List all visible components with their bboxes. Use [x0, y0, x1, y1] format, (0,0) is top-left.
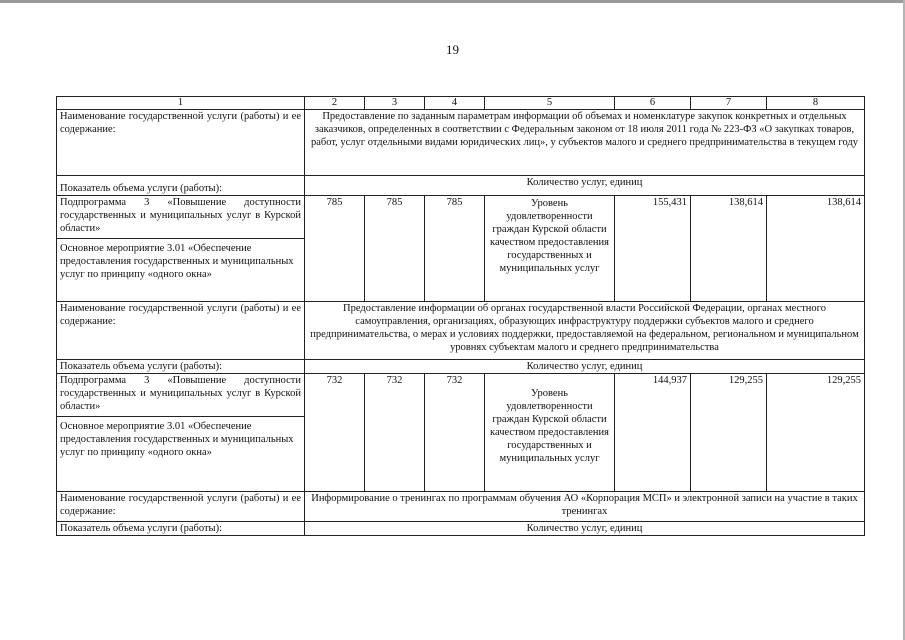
indicator-row	[57, 522, 865, 536]
page-number: 19	[446, 42, 459, 57]
subprogram-text: Подпрограмма 3 «Повышение доступности государственных и муниципальных услуг в Курской области»	[57, 374, 304, 417]
header-cell-4: 4	[425, 97, 485, 110]
indicator-value: Количество услуг, единиц	[305, 522, 865, 536]
header-cell-2: 2	[305, 97, 365, 110]
value-col6: 155,431	[615, 196, 691, 302]
value-col7: 138,614	[691, 196, 767, 302]
value-col4: 785	[425, 196, 485, 302]
value-col2: 732	[305, 374, 365, 492]
service-name-row	[57, 302, 865, 360]
indicator-row	[57, 360, 865, 374]
header-cell-5: 5	[485, 97, 615, 110]
header-cell-3: 3	[365, 97, 425, 110]
indicator-row	[57, 176, 865, 196]
data-row	[57, 196, 865, 302]
main-event-text: Основное мероприятие 3.01 «Обеспечение предоставления государственных и муниципальных услуг по принципу «одного окна»	[60, 243, 294, 280]
header-cell-7: 7	[691, 97, 767, 110]
indicator-description: Уровень удовлетворенности граждан Курской области качеством предоставления государственных и муниципальных услуг	[485, 196, 615, 302]
main-event-text: Основное мероприятие 3.01 «Обеспечение предоставления государственных и муниципальных услуг по принципу «одного окна»	[60, 421, 294, 458]
program-cell	[57, 374, 305, 492]
indicator-label: Показатель объема услуги (работы):	[57, 360, 305, 374]
service-name-label: Наименование государственной услуги (работы) и ее содержание:	[57, 110, 305, 176]
header-row	[57, 97, 865, 110]
service-description: Предоставление информации об органах государственной власти Российской Федерации, органах местного самоуправления, организациях, образующих инфраструктуру поддержки субъектов малого и среднего предпринимательства, о мерах и условиях поддержки, предоставляемой на федеральном, региональном и муниципальном уровнях субъектам малого и среднего предпринимательства	[305, 302, 865, 360]
indicator-description: Уровень удовлетворенности граждан Курской области качеством предоставления государственных и муниципальных услуг	[485, 374, 615, 492]
program-cell	[57, 196, 305, 302]
subprogram-text: Подпрограмма 3 «Повышение доступности государственных и муниципальных услуг в Курской области»	[57, 196, 304, 239]
service-description: Информирование о тренингах по программам обучения АО «Корпорация МСП» и электронной записи на участие в таких тренингах	[305, 492, 865, 522]
header-cell-6: 6	[615, 97, 691, 110]
service-description: Предоставление по заданным параметрам информации об объемах и номенклатуре закупок конкретных и отдельных заказчиков, определенных в соответствии с Федеральным законом от 18 июля 2011 года № 223-ФЗ «О закупках товаров, работ, услуг отдельными видами юридических лиц», у субъектов малого и среднего предпринимательства в текущем году	[305, 110, 865, 176]
value-col6: 144,937	[615, 374, 691, 492]
service-name-row	[57, 492, 865, 522]
services-table	[56, 96, 865, 536]
value-col8: 129,255	[767, 374, 865, 492]
value-col3: 785	[365, 196, 425, 302]
indicator-value: Количество услуг, единиц	[305, 360, 865, 374]
header-cell-8: 8	[767, 97, 865, 110]
header-cell-1: 1	[57, 97, 305, 110]
service-name-label: Наименование государственной услуги (работы) и ее содержание:	[57, 492, 305, 522]
value-col7: 129,255	[691, 374, 767, 492]
indicator-label: Показатель объема услуги (работы):	[57, 176, 305, 196]
value-col8: 138,614	[767, 196, 865, 302]
value-col3: 732	[365, 374, 425, 492]
indicator-value: Количество услуг, единиц	[305, 176, 865, 196]
scan-edge-top	[0, 0, 905, 3]
indicator-label: Показатель объема услуги (работы):	[57, 522, 305, 536]
data-row	[57, 374, 865, 492]
service-name-row	[57, 110, 865, 176]
value-col4: 732	[425, 374, 485, 492]
service-name-label: Наименование государственной услуги (работы) и ее содержание:	[57, 302, 305, 360]
value-col2: 785	[305, 196, 365, 302]
